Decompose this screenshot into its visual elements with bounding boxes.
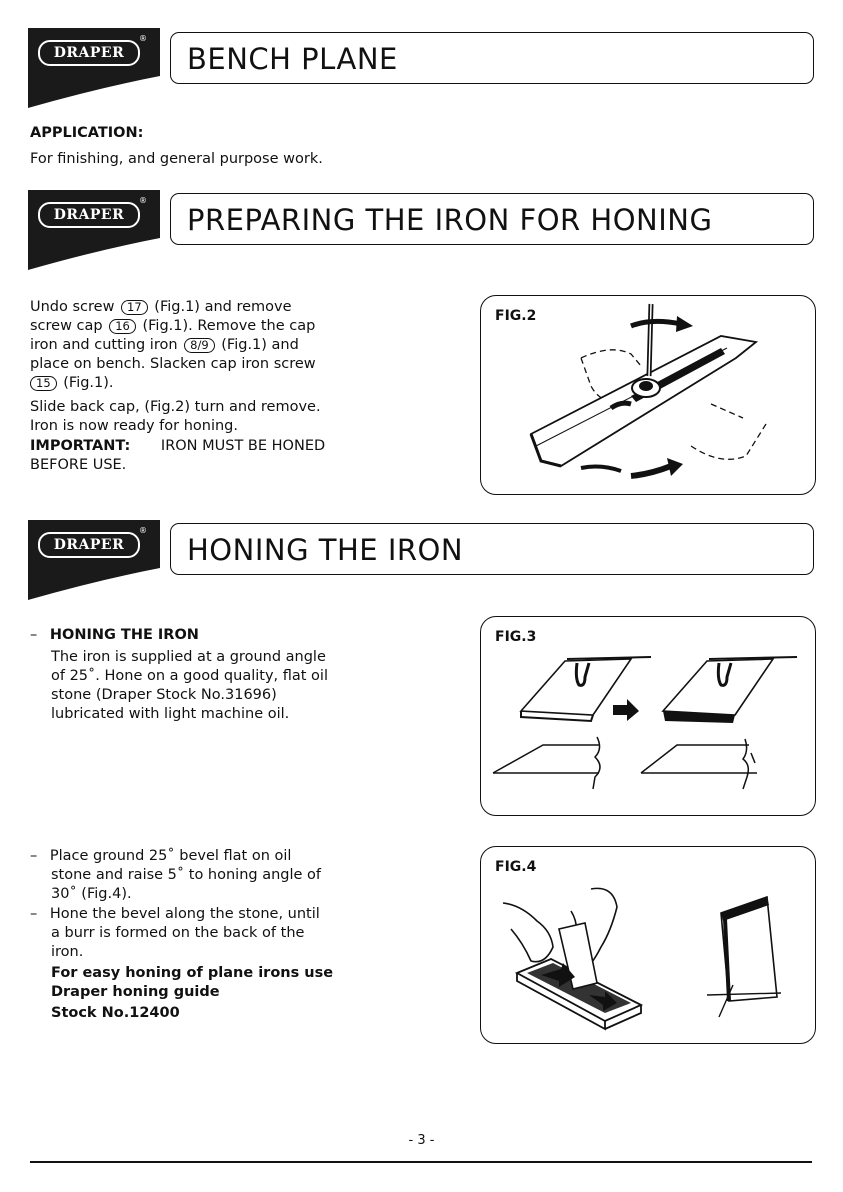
fig4-label: FIG.4 [495, 859, 537, 875]
honing-subheading [30, 626, 199, 645]
honing-paragraph-line: lubricated with light machine oil. [51, 706, 290, 722]
application-heading: APPLICATION: [30, 125, 144, 141]
bullet-line: a burr is formed on the back of the [51, 925, 305, 941]
bullet-line: stone and raise 5˚ to honing angle of [51, 867, 322, 883]
fig2-illustration [481, 296, 817, 496]
bullet-line: iron. [51, 944, 84, 960]
fig2-label: FIG.2 [495, 308, 537, 324]
part-number-badge: 17 [121, 300, 148, 315]
prep-line: Slide back cap, (Fig.2) turn and remove. [30, 399, 321, 415]
fig3-illustration [481, 617, 817, 817]
registered-mark: ® [139, 196, 147, 205]
prep-line [30, 298, 292, 317]
honing-paragraph-line: The iron is supplied at a ground angle [51, 649, 326, 665]
draper-logo [28, 28, 160, 108]
honing-paragraph-line: of 25˚. Hone on a good quality, flat oil [51, 668, 328, 684]
tip-line: For easy honing of plane irons use [51, 965, 334, 981]
dash: – [30, 906, 38, 922]
draper-logo [28, 190, 160, 270]
figure-4 [480, 846, 816, 1044]
footer-rule [30, 1161, 812, 1163]
important-label: IMPORTANT: [30, 438, 131, 454]
figure-3 [480, 616, 816, 816]
logo-wordmark: DRAPER [38, 40, 140, 66]
registered-mark: ® [139, 34, 147, 43]
prep-line [30, 336, 299, 355]
part-number-badge: 16 [109, 319, 136, 334]
part-number-badge: 15 [30, 376, 57, 391]
prep-line [30, 374, 114, 393]
text: (Fig.1) and [221, 337, 299, 353]
dash: – [30, 627, 38, 643]
tip-line: Stock No.12400 [51, 1005, 180, 1021]
tip-line: Draper honing guide [51, 984, 220, 1000]
fig3-label: FIG.3 [495, 629, 537, 645]
text: (Fig.1). Remove the cap [142, 318, 316, 334]
text: (Fig.1). [63, 375, 114, 391]
prep-line: Iron is now ready for honing. [30, 418, 238, 434]
fig4-illustration [481, 847, 817, 1045]
text: screw cap [30, 318, 103, 334]
page-number: - 3 - [408, 1133, 435, 1148]
bullet-line [30, 905, 320, 924]
application-text: For finishing, and general purpose work. [30, 151, 323, 167]
prep-line: place on bench. Slacken cap iron screw [30, 356, 316, 372]
draper-logo [28, 520, 160, 600]
section-title-bench-plane: BENCH PLANE [170, 32, 814, 84]
text: Undo screw [30, 299, 115, 315]
important-text: IRON MUST BE HONED [160, 438, 326, 454]
subheading-text: HONING THE IRON [49, 627, 199, 643]
prep-line-important [30, 437, 325, 456]
logo-wordmark: DRAPER [38, 532, 140, 558]
text: Hone the bevel along the stone, until [49, 906, 320, 922]
registered-mark: ® [139, 526, 147, 535]
figure-2 [480, 295, 816, 495]
bullet-line [30, 847, 291, 866]
text: (Fig.1) and remove [154, 299, 292, 315]
logo-wordmark: DRAPER [38, 202, 140, 228]
section-title-preparing: PREPARING THE IRON FOR HONING [170, 193, 814, 245]
text: Place ground 25˚ bevel flat on oil [49, 848, 292, 864]
section-title-honing: HONING THE IRON [170, 523, 814, 575]
bullet-line: 30˚ (Fig.4). [51, 886, 132, 902]
part-number-badge: 8/9 [184, 338, 215, 353]
honing-paragraph-line: stone (Draper Stock No.31696) [51, 687, 277, 703]
prep-line: BEFORE USE. [30, 457, 127, 473]
text: iron and cutting iron [30, 337, 178, 353]
dash: – [30, 848, 38, 864]
prep-line [30, 317, 315, 336]
